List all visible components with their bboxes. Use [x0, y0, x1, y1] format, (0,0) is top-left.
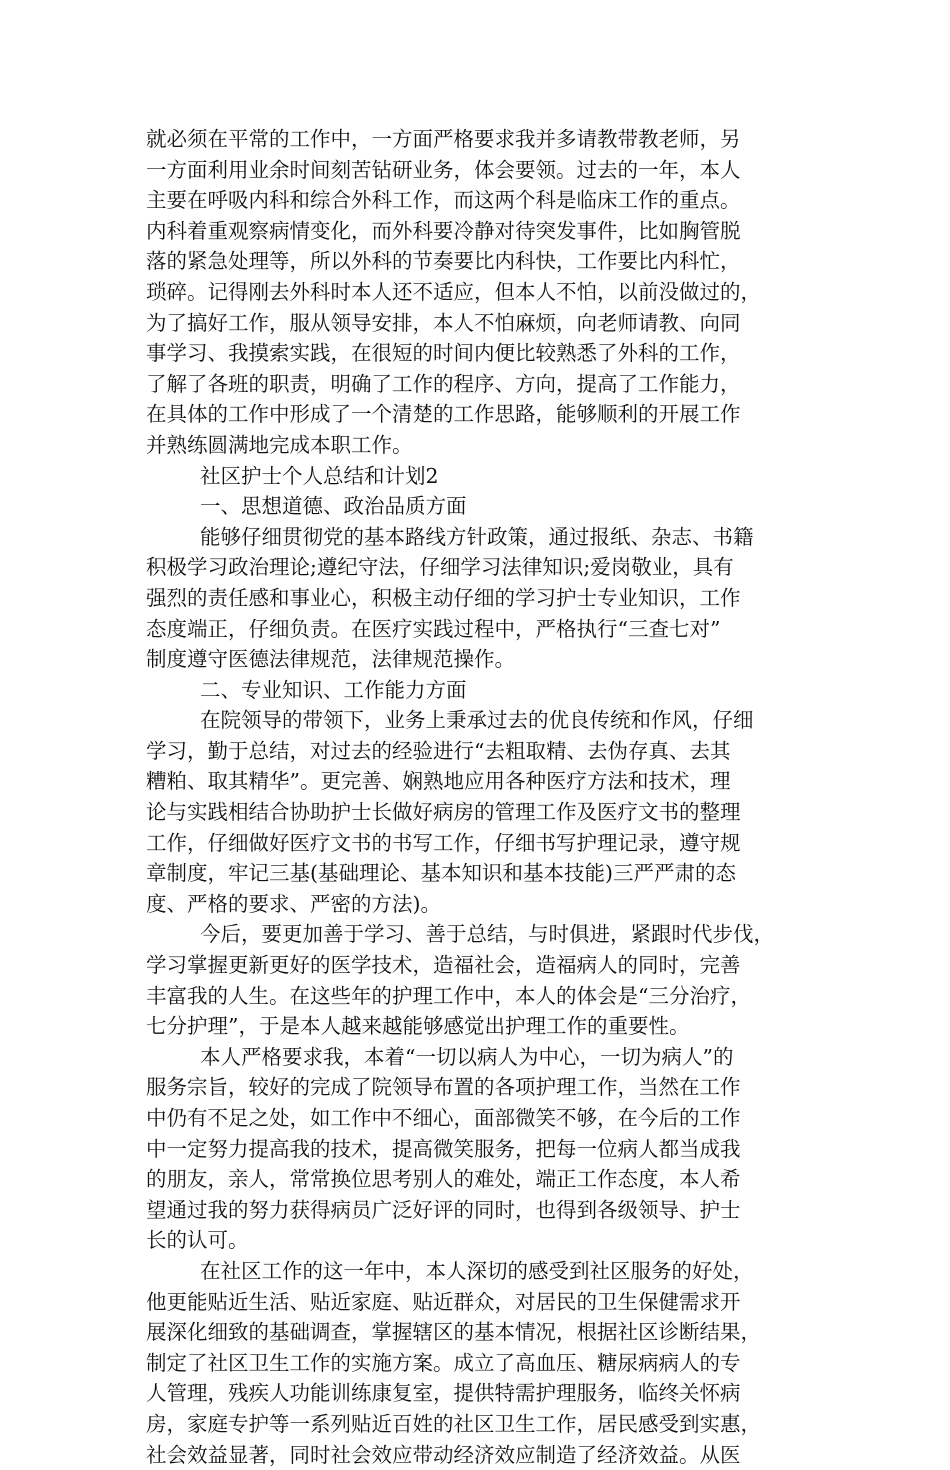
text-line: 度、严格的要求、严密的方法)。 [146, 891, 441, 916]
text-line: 本人严格要求我，本着“一切以病人为中心，一切为病人”的 [200, 1044, 734, 1069]
text-line: 望通过我的努力获得病员广泛好评的同时，也得到各级领导、护士 [146, 1197, 741, 1222]
text-line: 的朋友，亲人，常常换位思考别人的难处，端正工作态度，本人希 [146, 1167, 741, 1192]
text-line: 糟粕、取其精华”。更完善、娴熟地应用各种医疗方法和技术，理 [146, 769, 731, 794]
text-line: 在院领导的带领下，业务上秉承过去的优良传统和作风，仔细 [200, 708, 754, 733]
text-line: 就必须在平常的工作中，一方面严格要求我并多请教带教老师，另 [146, 127, 741, 151]
text-line: 并熟练圆满地完成本职工作。 [146, 432, 413, 457]
text-line: 房，家庭专护等一系列贴近百姓的社区卫生工作，居民感受到实惠， [146, 1411, 761, 1436]
document-body [146, 124, 826, 1470]
text-line: 七分护理”，于是本人越来越能够感觉出护理工作的重要性。 [146, 1014, 690, 1039]
text-line: 中仍有不足之处，如工作中不细心，面部微笑不够，在今后的工作 [146, 1106, 741, 1130]
text-line: 社区护士个人总结和计划2 [200, 463, 439, 488]
text-line: 在社区工作的这一年中，本人深切的感受到社区服务的好处， [200, 1258, 754, 1283]
text-line: 人管理，残疾人功能训练康复室，提供特需护理服务，临终关怀病 [146, 1381, 741, 1406]
text-line: 一、思想道德、政治品质方面 [200, 494, 467, 519]
text-line: 学习，勤于总结，对过去的经验进行“去粗取精、去伪存真、去其 [146, 738, 731, 763]
text-line: 制定了社区卫生工作的实施方案。成立了高血压、糖尿病病人的专 [146, 1350, 741, 1375]
text-line: 社会效益显著，同时社会效应带动经济效应制造了经济效益。从医 [146, 1442, 741, 1467]
text-line: 在具体的工作中形成了一个清楚的工作思路，能够顺利的开展工作 [146, 402, 741, 427]
text-line: 长的认可。 [146, 1228, 249, 1253]
text-line: 一方面利用业余时间刻苦钻研业务，体会要领。过去的一年，本人 [146, 157, 741, 182]
text-line: 积极学习政治理论;遵纪守法，仔细学习法律知识;爱岗敬业，具有 [146, 555, 734, 580]
text-line: 中一定努力提高我的技术，提高微笑服务，把每一位病人都当成我 [146, 1136, 741, 1161]
text-line: 论与实践相结合协助护士长做好病房的管理工作及医疗文书的整理 [146, 800, 741, 825]
text-line: 能够仔细贯彻党的基本路线方针政策，通过报纸、杂志、书籍 [200, 524, 754, 549]
text-line: 展深化细致的基础调查，掌握辖区的基本情况，根据社区诊断结果， [146, 1320, 761, 1345]
text-line: 他更能贴近生活、贴近家庭、贴近群众，对居民的卫生保健需求开 [146, 1289, 741, 1314]
text-line: 强烈的责任感和事业心，积极主动仔细的学习护士专业知识，工作 [146, 585, 741, 610]
text-line: 制度遵守医德法律规范，法律规范操作。 [146, 647, 515, 672]
text-line: 今后，要更加善于学习、善于总结，与时俱进，紧跟时代步伐， [200, 922, 774, 947]
text-line: 章制度，牢记三基(基础理论、基本知识和基本技能)三严严肃的态 [146, 861, 736, 886]
text-line: 了解了各班的职责，明确了工作的程序、方向，提高了工作能力， [146, 371, 741, 396]
text-line: 琐碎。记得刚去外科时本人还不适应，但本人不怕，以前没做过的， [146, 279, 761, 304]
text-line: 事学习、我摸索实践，在很短的时间内便比较熟悉了外科的工作， [146, 341, 741, 366]
text-line: 落的紧急处理等，所以外科的节奏要比内科快，工作要比内科忙， [146, 249, 741, 274]
text-line: 二、专业知识、工作能力方面 [200, 677, 467, 702]
text-line: 丰富我的人生。在这些年的护理工作中，本人的体会是“三分治疗， [146, 983, 751, 1008]
text-line: 为了搞好工作，服从领导安排，本人不怕麻烦，向老师请教、向同 [146, 310, 741, 335]
text-line: 主要在呼吸内科和综合外科工作，而这两个科是临床工作的重点。 [146, 188, 741, 213]
text-line: 学习掌握更新更好的医学技术，造福社会，造福病人的同时，完善 [146, 953, 741, 978]
text-line: 服务宗旨，较好的完成了院领导布置的各项护理工作，当然在工作 [146, 1075, 741, 1100]
text-line: 工作，仔细做好医疗文书的书写工作，仔细书写护理记录，遵守规 [146, 830, 741, 855]
text-line: 态度端正，仔细负责。在医疗实践过程中，严格执行“三查七对” [146, 616, 721, 641]
text-line: 内科着重观察病情变化，而外科要冷静对待突发事件，比如胸管脱 [146, 218, 741, 243]
